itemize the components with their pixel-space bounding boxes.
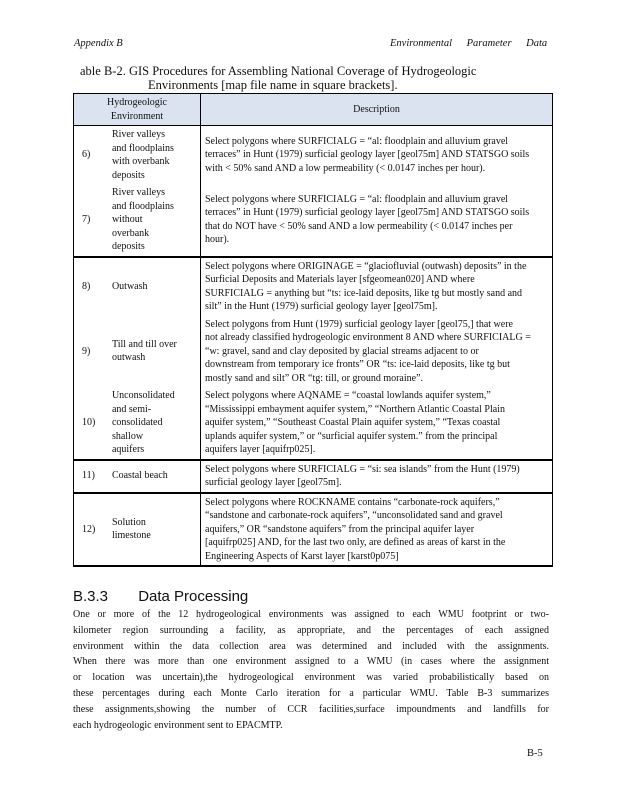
paragraph-line: these assignments,showing the number of CCR facilities,surface impoundments and landfills for [73, 703, 549, 715]
body-paragraph [73, 607, 549, 733]
section-title: Data Processing [138, 588, 249, 605]
procedure-description: Select polygons where SURFICIALG = “al: floodplain and alluvium gravel terraces” in Hunt (1979) surficial geology layer [geol75m] AND STATSGO soils with < 50% sand AND a low permeability (< 0.0147 inches per hour). [201, 126, 553, 185]
environment-name: River valleys and floodplains with overbank deposits [109, 126, 201, 185]
paragraph-line: When there was more than one environment assigned to a WMU (in cases where the assignment [73, 656, 549, 668]
paragraph-line: these percentages during each Monte Carlo iteration for a particular WMU. Table B-3 summarizes [73, 687, 549, 699]
env-column-header: Hydrogeologic Environment [74, 94, 201, 126]
table-row [74, 316, 553, 388]
row-number: 9) [74, 316, 109, 388]
table-caption [80, 64, 550, 92]
row-number: 8) [74, 257, 109, 316]
table-row [74, 126, 553, 185]
caption-line-2: Environments [map file name in square brackets]. [148, 78, 398, 92]
environment-name: Outwash [109, 257, 201, 316]
section-number: B.3.3 [73, 588, 109, 605]
table-row [74, 387, 553, 460]
environment-name: Till and till over outwash [109, 316, 201, 388]
desc-column-header: Description [201, 94, 553, 126]
row-number: 11) [74, 460, 109, 493]
row-number: 12) [74, 493, 109, 567]
procedure-description: Select polygons where ROCKNAME contains “carbonate-rock aquifers,” “sandstone and carbonate-rock aquifers”, “unconsolidated sand and gravel aquifers,” OR “sandstone aquifers” from the principal aquifer layer [aquifrp025] AND, for the last two only, are defined as areas of karst in the Engineering Aspects of Karst layer [karst0p075] [201, 493, 553, 567]
paragraph-line: environment within the data collection area was determined and included with the assignments. [73, 640, 549, 652]
paragraph-line: each hydrogeologic environment sent to EPACMTP. [73, 719, 283, 731]
procedure-description: Select polygons where SURFICIALG = “si: sea islands” from the Hunt (1979) surficial geology layer [geol75m]. [201, 460, 553, 493]
table-row [74, 493, 553, 567]
table-row [74, 184, 553, 257]
procedure-description: Select polygons from Hunt (1979) surficial geology layer [geol75,] that were not already classified hydrogeologic environment 8 AND where SURFICIALG = “w: gravel, sand and clay deposited by glacial streams adjacent to or downstream from temporary ice fronts” OR “ts: ice-laid deposits, like tg but mostly sand and silt” OR “tg: till, or ground moraine”. [201, 316, 553, 388]
caption-line-1: able B-2. GIS Procedures for Assembling National Coverage of Hydrogeologic [80, 64, 477, 78]
header-section-label: Appendix B [74, 38, 123, 49]
page-number: B-5 [527, 748, 543, 759]
table-header-row [74, 94, 553, 126]
row-number: 6) [74, 126, 109, 185]
section-heading [73, 588, 248, 605]
paragraph-line: or location was uncertain),the hydrogeological environment was varied probabilistically based on [73, 672, 549, 684]
row-number: 7) [74, 184, 109, 257]
paragraph-line: One or more of the 12 hydrogeological environments was assigned to each WMU footprint or two- [73, 609, 549, 620]
header-chapter-title: Environmental Parameter Data [390, 38, 548, 49]
table-row [74, 460, 553, 493]
environment-name: River valleys and floodplains without overbank deposits [109, 184, 201, 257]
gis-procedures-table [73, 93, 553, 567]
row-number: 10) [74, 387, 109, 460]
environment-name: Unconsolidated and semi- consolidated shallow aquifers [109, 387, 201, 460]
environment-name: Coastal beach [109, 460, 201, 493]
procedure-description: Select polygons where ORIGINAGE = “glaciofluvial (outwash) deposits” in the Surficial Deposits and Materials layer [sfgeomean020] AND where SURFICIALG = anything but “ts: ice-laid deposits, like tg but mostly sand and silt” in the Hunt (1979) surficial geology layer [geol75m]. [201, 257, 553, 316]
table-row [74, 257, 553, 316]
procedure-description: Select polygons where AQNAME = “coastal lowlands aquifer system,” “Mississippi embayment aquifer system,” “Northern Atlantic Coastal Plain aquifer system,” “Southeast Coastal Plain aquifer system,” “Texas coastal uplands aquifer system,” or “surficial aquifer system.” from the principal aquifers layer [aquifrp025]. [201, 387, 553, 460]
procedure-description: Select polygons where SURFICIALG = “al: floodplain and alluvium gravel terraces” in Hunt (1979) surficial geology layer [geol75m] AND STATSGO soils that do NOT have < 50% sand AND a low permeability (< 0.0147 inches per hour). [201, 184, 553, 257]
paragraph-line: kilometer region surrounding a facility, as appropriate, and the percentages of each assigned [73, 624, 549, 636]
environment-name: Solution limestone [109, 493, 201, 567]
